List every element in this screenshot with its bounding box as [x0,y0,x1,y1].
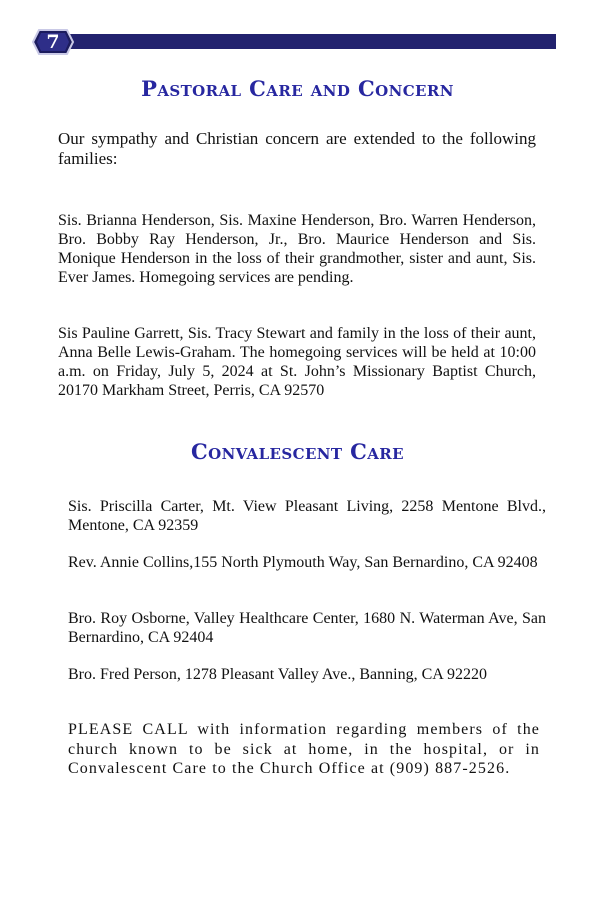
header-bar [44,34,556,49]
convalescent-entry: Bro. Roy Osborne, Valley Healthcare Center, 1680 N. Waterman Ave, San Bernardino, CA 92404 [68,610,546,646]
convalescent-entry: Bro. Fred Person, 1278 Pleasant Valley Ave., Banning, CA 92220 [68,666,487,683]
pastoral-entry: Sis Pauline Garrett, Sis. Tracy Stewart and family in the loss of their aunt, Anna Belle Lewis-Graham. The homegoing services will be held at 10:00 a.m. on Friday, July 5, 2024 at St. John’s Missionary Baptist Church, 20170 Markham Street, Perris, CA 92570 [58,325,536,399]
pastoral-care-title: Pastoral Care and Concern [141,76,454,101]
convalescent-care-title: Convalescent Care [190,439,405,464]
convalescent-entry: Rev. Annie Collins,155 North Plymouth Way, San Bernardino, CA 92408 [68,554,538,571]
pastoral-entry: Sis. Brianna Henderson, Sis. Maxine Henderson, Bro. Warren Henderson, Bro. Bobby Ray Henderson, Jr., Bro. Maurice Henderson and Sis. Monique Henderson in the loss of their grandmother, sister and aunt, Sis. Ever James. Homegoing services are pending. [58,212,536,286]
pastoral-intro: Our sympathy and Christian concern are extended to the following families: [58,129,536,168]
page-number: 7 [46,31,60,53]
call-notice: PLEASE CALL with information regarding members of the church known to be sick at home, in the hospital, or in Convalescent Care to the Church Office at (909) 887-2526. [68,721,540,777]
convalescent-entry: Sis. Priscilla Carter, Mt. View Pleasant Living, 2258 Mentone Blvd., Mentone, CA 92359 [68,498,546,534]
